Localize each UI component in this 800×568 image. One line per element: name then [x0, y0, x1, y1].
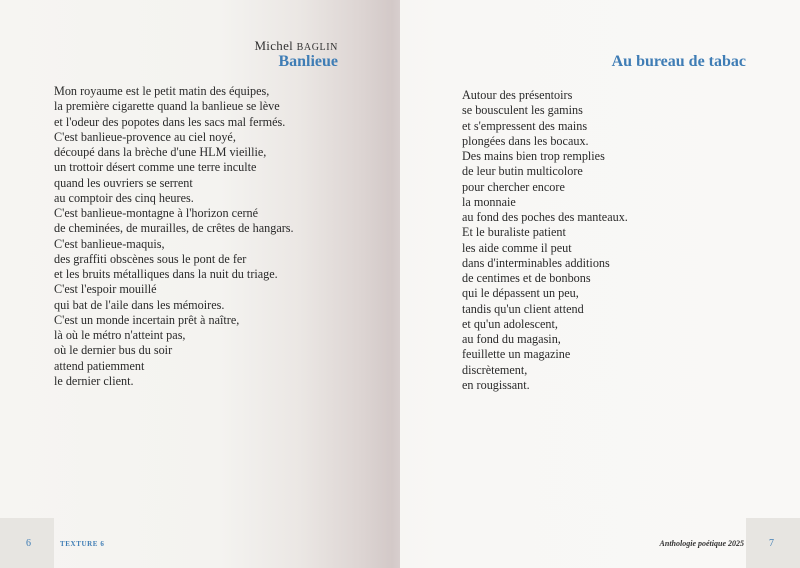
poem-line: C'est banlieue-maquis, — [54, 236, 165, 251]
author-last-name: BAGLIN — [296, 42, 338, 53]
poem-text-right — [462, 88, 628, 393]
poem-line: se bousculent les gamins — [462, 103, 583, 118]
poem-line: en rougissant. — [462, 377, 530, 392]
poem-line: C'est banlieue-provence au ciel noyé, — [54, 129, 236, 144]
poem-line: le dernier client. — [54, 373, 134, 388]
poem-line: discrètement, — [462, 362, 528, 377]
page-number-right: 7 — [769, 538, 774, 549]
poem-line: tandis qu'un client attend — [462, 301, 584, 316]
page-number-left: 6 — [26, 538, 31, 549]
poem-line: et l'odeur des popotes dans les sacs mal fermés. — [54, 114, 286, 129]
poem-line: quand les ouvriers se serrent — [54, 175, 193, 190]
poem-title-left: Banlieue — [278, 53, 338, 70]
poem-line: au fond des poches des manteaux. — [462, 210, 628, 224]
poem-line: au fond du magasin, — [462, 332, 561, 346]
poem-line: feuillette un magazine — [462, 347, 571, 362]
poem-line: plongées dans les bocaux. — [462, 133, 589, 148]
running-head-left — [60, 539, 105, 548]
poem-line: C'est banlieue-montagne à l'horizon cerné — [54, 206, 259, 220]
poem-line: de centimes et de bonbons — [462, 271, 591, 285]
right-page — [400, 0, 800, 568]
poem-line: qui bat de l'aile dans les mémoires. — [54, 297, 225, 312]
poem-line: et qu'un adolescent, — [462, 316, 558, 331]
poem-line: Des mains bien trop remplies — [462, 149, 605, 163]
poem-line: des graffiti obscènes sous le pont de fer — [54, 251, 247, 266]
poem-line: les aide comme il peut — [462, 240, 572, 255]
poem-line: Et le buraliste patient — [462, 225, 566, 240]
poem-line: dans d'interminables additions — [462, 255, 610, 270]
poem-line: qui le dépassent un peu, — [462, 286, 579, 301]
poem-line: Autour des présentoirs — [462, 88, 573, 102]
poem-line: de cheminées, de murailles, de crêtes de hangars. — [54, 221, 294, 236]
author-first-name: Michel — [254, 38, 294, 53]
author-name — [254, 38, 338, 54]
poem-line: découpé dans la brèche d'une HLM vieillie, — [54, 145, 267, 159]
running-head-right: Anthologie poétique 2025 — [659, 539, 744, 548]
poem-line: et s'empressent des mains — [462, 118, 588, 133]
poem-line: au comptoir des cinq heures. — [54, 190, 194, 205]
poem-text-left — [54, 84, 294, 389]
poem-line: pour chercher encore — [462, 179, 565, 194]
poem-line: la première cigarette quand la banlieue se lève — [54, 99, 280, 114]
poem-title-right: Au bureau de tabac — [611, 53, 746, 70]
poem-line: où le dernier bus du soir — [54, 343, 173, 358]
poem-line: de leur butin multicolore — [462, 164, 583, 179]
running-head-left-text: TEXTURE 6 — [60, 540, 105, 548]
poem-line: attend patiemment — [54, 358, 145, 373]
poem-line: là où le métro n'atteint pas, — [54, 328, 186, 342]
poem-line: la monnaie — [462, 194, 516, 209]
poem-line: C'est l'espoir mouillé — [54, 282, 157, 297]
poem-line: un trottoir désert comme une terre inculte — [54, 160, 257, 175]
poem-line: Mon royaume est le petit matin des équipes, — [54, 84, 270, 98]
poem-line: C'est un monde incertain prêt à naître, — [54, 312, 240, 327]
poem-line: et les bruits métalliques dans la nuit du triage. — [54, 267, 278, 281]
